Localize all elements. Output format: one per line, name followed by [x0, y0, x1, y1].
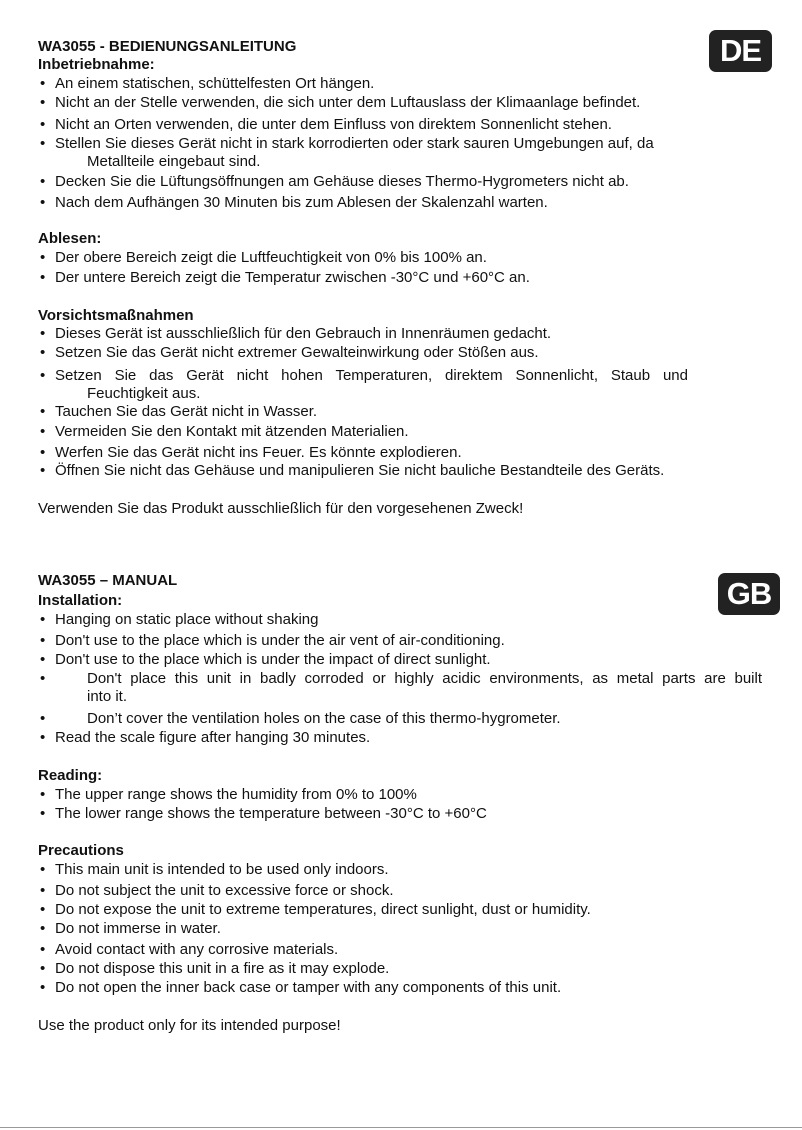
list-item: Setzen Sie das Gerät nicht extremer Gewalteinwirkung oder Stößen aus. [55, 344, 539, 361]
list-item: This main unit is intended to be used only indoors. [55, 861, 389, 878]
bullet: • [40, 194, 46, 211]
list-item: Do not immerse in water. [55, 920, 221, 937]
bullet: • [40, 75, 46, 92]
gb-title: WA3055 – MANUAL [38, 572, 178, 589]
gb-installation-heading: Installation: [38, 592, 123, 609]
list-item: Der obere Bereich zeigt die Luftfeuchtigkeit von 0% bis 100% an. [55, 249, 487, 266]
list-item: The lower range shows the temperature between -30°C to +60°C [55, 805, 487, 822]
list-item: Tauchen Sie das Gerät nicht in Wasser. [55, 403, 318, 420]
bullet: • [40, 135, 46, 152]
bullet: • [40, 116, 46, 133]
bullet: • [40, 941, 46, 958]
page-bottom-divider [0, 1127, 802, 1128]
de-footer-note: Verwenden Sie das Produkt ausschließlich für den vorgesehenen Zweck! [38, 500, 524, 517]
bullet: • [40, 344, 46, 361]
de-title: WA3055 - BEDIENUNGSANLEITUNG [38, 38, 297, 55]
list-item: An einem statischen, schüttelfesten Ort hängen. [55, 75, 375, 92]
list-item-continuation: into it. [87, 688, 128, 705]
list-item: Werfen Sie das Gerät nicht ins Feuer. Es könnte explodieren. [55, 444, 462, 461]
bullet: • [40, 367, 46, 384]
bullet: • [40, 861, 46, 878]
bullet: • [40, 920, 46, 937]
list-item: Setzen Sie das Gerät nicht hohen Temperaturen, direktem Sonnenlicht, Staub und [55, 367, 688, 384]
list-item: Avoid contact with any corrosive materials. [55, 941, 339, 958]
list-item: Do not open the inner back case or tamper with any components of this unit. [55, 979, 562, 996]
list-item-continuation: Feuchtigkeit aus. [87, 385, 201, 402]
list-item: Nicht an Orten verwenden, die unter dem Einfluss von direktem Sonnenlicht stehen. [55, 116, 612, 133]
language-badge-gb: GB [718, 573, 780, 615]
bullet: • [40, 710, 46, 727]
bullet: • [40, 651, 46, 668]
bullet: • [40, 94, 46, 111]
list-item: Der untere Bereich zeigt die Temperatur zwischen -30°C und +60°C an. [55, 269, 530, 286]
bullet: • [40, 249, 46, 266]
list-item: Don't use to the place which is under the impact of direct sunlight. [55, 651, 491, 668]
list-item: Stellen Sie dieses Gerät nicht in stark korrodierten oder stark sauren Umgebungen auf, da [55, 135, 654, 152]
list-item: Don't place this unit in badly corroded or highly acidic environments, as metal parts are built [87, 670, 762, 687]
de-reading-heading: Ablesen: [38, 230, 102, 247]
bullet: • [40, 786, 46, 803]
bullet: • [40, 882, 46, 899]
bullet: • [40, 173, 46, 190]
gb-precautions-heading: Precautions [38, 842, 124, 859]
gb-footer-note: Use the product only for its intended purpose! [38, 1017, 341, 1034]
list-item: Vermeiden Sie den Kontakt mit ätzenden Materialien. [55, 423, 409, 440]
bullet: • [40, 462, 46, 479]
bullet: • [40, 979, 46, 996]
list-item: The upper range shows the humidity from 0% to 100% [55, 786, 417, 803]
bullet: • [40, 403, 46, 420]
list-item: Don’t cover the ventilation holes on the case of this thermo-hygrometer. [87, 710, 561, 727]
list-item: Dieses Gerät ist ausschließlich für den Gebrauch in Innenräumen gedacht. [55, 325, 552, 342]
gb-reading-heading: Reading: [38, 767, 103, 784]
list-item-continuation: Metallteile eingebaut sind. [87, 153, 261, 170]
bullet: • [40, 901, 46, 918]
list-item: Do not dispose this unit in a fire as it may explode. [55, 960, 390, 977]
de-precautions-heading: Vorsichtsmaßnahmen [38, 307, 194, 324]
list-item: Decken Sie die Lüftungsöffnungen am Gehäuse dieses Thermo-Hygrometers nicht ab. [55, 173, 629, 190]
bullet: • [40, 632, 46, 649]
bullet: • [40, 444, 46, 461]
list-item: Read the scale figure after hanging 30 minutes. [55, 729, 371, 746]
list-item: Öffnen Sie nicht das Gehäuse und manipulieren Sie nicht bauliche Bestandteile des Geräts. [55, 462, 665, 479]
bullet: • [40, 960, 46, 977]
bullet: • [40, 423, 46, 440]
bullet: • [40, 729, 46, 746]
bullet: • [40, 325, 46, 342]
list-item: Do not subject the unit to excessive force or shock. [55, 882, 394, 899]
list-item: Do not expose the unit to extreme temperatures, direct sunlight, dust or humidity. [55, 901, 591, 918]
language-badge-de: DE [709, 30, 772, 72]
de-installation-heading: Inbetriebnahme: [38, 56, 155, 73]
bullet: • [40, 269, 46, 286]
list-item: Don't use to the place which is under the air vent of air-conditioning. [55, 632, 505, 649]
bullet: • [40, 805, 46, 822]
list-item: Nicht an der Stelle verwenden, die sich unter dem Luftauslass der Klimaanlage befindet. [55, 94, 641, 111]
bullet: • [40, 670, 46, 687]
bullet: • [40, 611, 46, 628]
list-item: Hanging on static place without shaking [55, 611, 319, 628]
list-item: Nach dem Aufhängen 30 Minuten bis zum Ablesen der Skalenzahl warten. [55, 194, 548, 211]
